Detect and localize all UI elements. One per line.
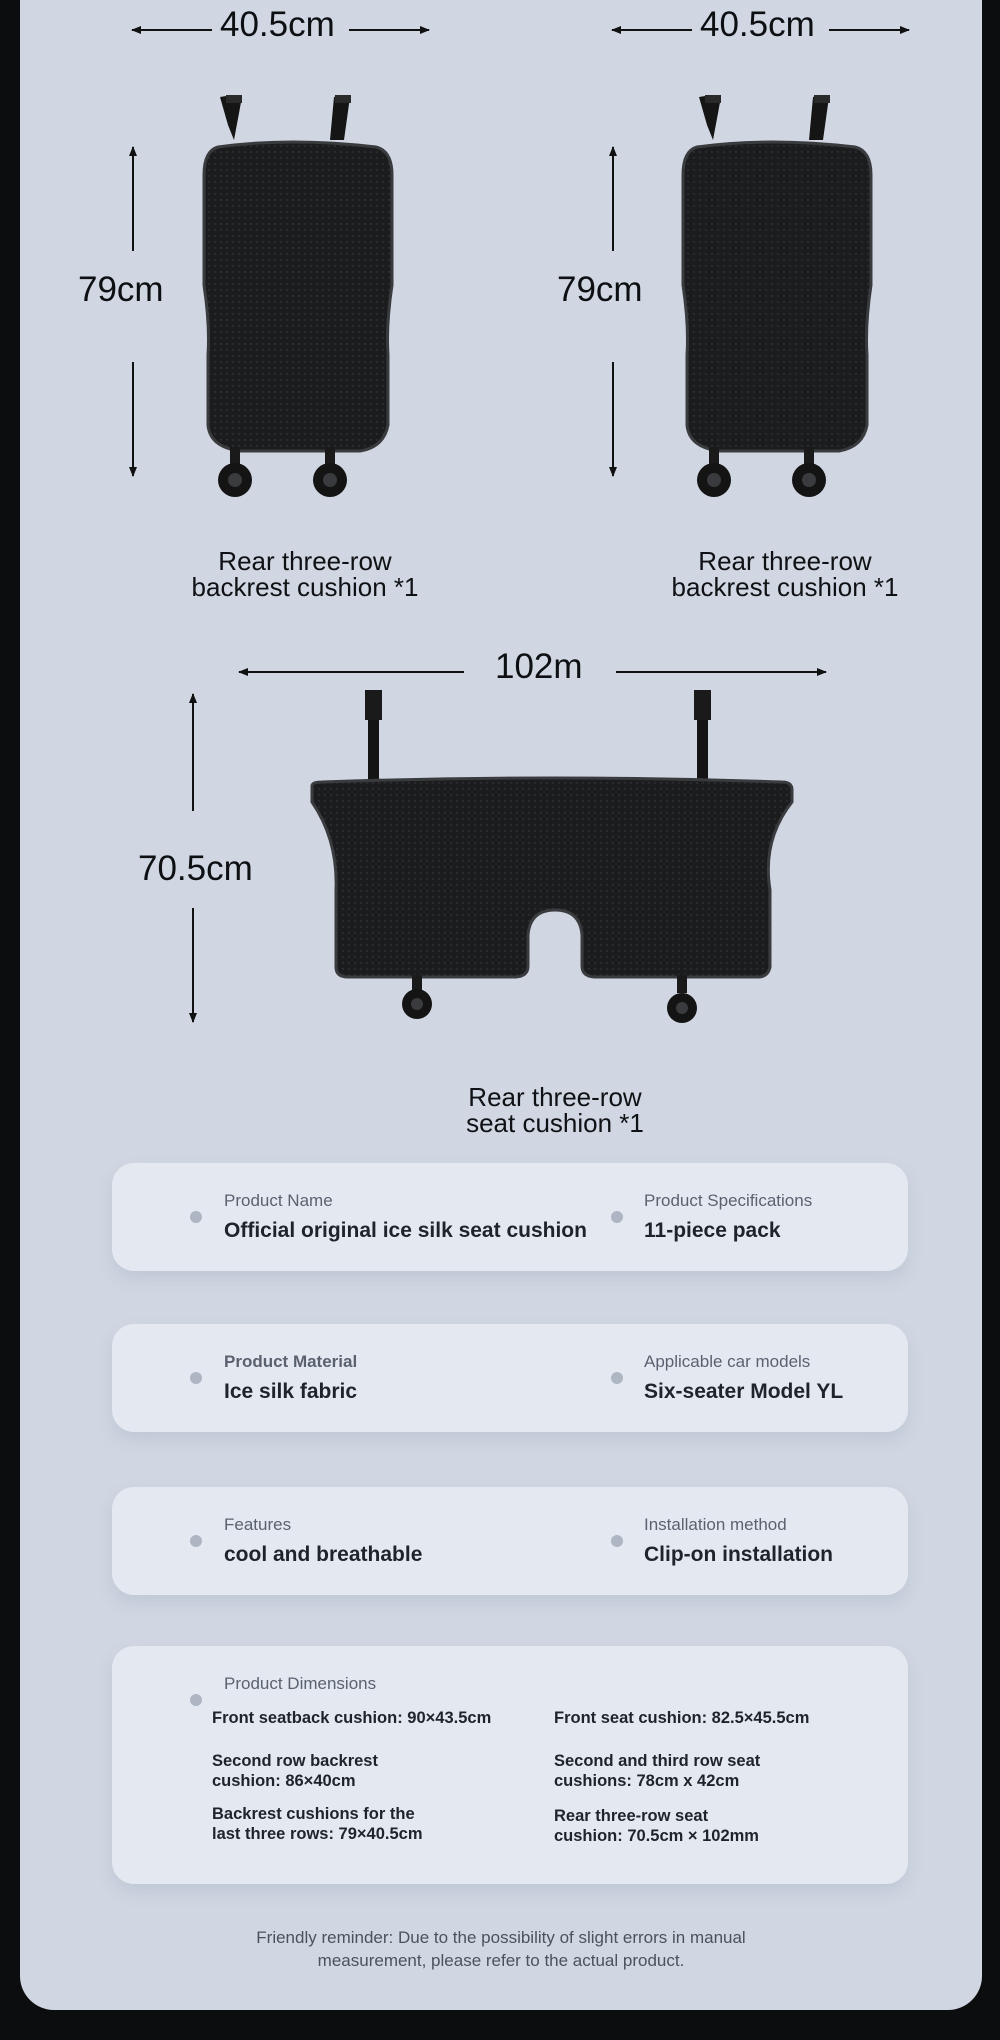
spec-card-name — [112, 1163, 908, 1271]
width-label-right: 40.5cm — [700, 5, 815, 44]
product-specs-label: Product Specifications — [644, 1191, 813, 1210]
car-models-value: Six-seater Model YL — [644, 1380, 844, 1403]
product-name-value: Official original ice silk seat cushion — [224, 1219, 587, 1242]
bullet-dot — [190, 1694, 202, 1706]
spec-card-dimensions — [112, 1646, 908, 1884]
dimension-item: Backrest cushions for the last three rows: 79×40.5cm — [212, 1805, 423, 1843]
height-arrow-left-b — [123, 358, 143, 480]
spec-card-material — [112, 1324, 908, 1432]
product-dimensions-label: Product Dimensions — [224, 1674, 377, 1693]
bullet-dot — [611, 1372, 623, 1384]
height-arrow-left-a — [123, 143, 143, 255]
seat-width-arrow-a — [235, 662, 470, 682]
features-label: Features — [224, 1515, 292, 1534]
bullet-dot — [190, 1535, 202, 1547]
friendly-reminder: Friendly reminder: Due to the possibility of slight errors in manual measurement, please refer to the actual product. — [256, 1928, 746, 1970]
seat-height-label: 70.5cm — [138, 849, 253, 888]
height-label-right: 79cm — [557, 270, 643, 309]
width-label-left: 40.5cm — [220, 5, 335, 44]
height-label-left: 79cm — [78, 270, 164, 309]
backrest-caption-left: Rear three-row backrest cushion *1 — [191, 546, 419, 602]
seat-height-arrow-b — [183, 904, 203, 1026]
material-label: Product Material — [224, 1352, 358, 1371]
dimension-item: Rear three-row seat cushion: 70.5cm × 102mm — [554, 1807, 759, 1845]
bullet-dot — [190, 1211, 202, 1223]
height-arrow-right-b — [603, 358, 623, 480]
seat-caption: Rear three-row seat cushion *1 — [466, 1082, 644, 1138]
dimension-item: Second and third row seat cushions: 78cm x 42cm — [554, 1752, 761, 1790]
width-arrow-right-a — [608, 20, 698, 40]
backrest-cushion-image-left — [170, 95, 420, 515]
install-value: Clip-on installation — [644, 1543, 833, 1566]
product-info-page — [20, 0, 982, 2010]
car-models-label: Applicable car models — [644, 1352, 811, 1371]
seat-height-arrow-a — [183, 690, 203, 815]
material-value: Ice silk fabric — [224, 1380, 358, 1403]
width-arrow-left-b — [345, 20, 435, 40]
width-arrow-left-a — [128, 20, 218, 40]
bullet-dot — [611, 1211, 623, 1223]
dimension-item: Front seatback cushion: 90×43.5cm — [212, 1709, 492, 1727]
backrest-caption-right: Rear three-row backrest cushion *1 — [671, 546, 899, 602]
install-label: Installation method — [644, 1515, 787, 1534]
bullet-dot — [190, 1372, 202, 1384]
product-specs-value: 11-piece pack — [644, 1219, 781, 1242]
dimension-item: Front seat cushion: 82.5×45.5cm — [554, 1709, 810, 1727]
seat-cushion-image — [292, 690, 812, 1030]
seat-width-label: 102m — [495, 647, 583, 686]
spec-card-features — [112, 1487, 908, 1595]
dimension-item: Second row backrest cushion: 86×40cm — [212, 1752, 378, 1790]
seat-width-arrow-b — [612, 662, 832, 682]
backrest-cushion-image-right — [649, 95, 899, 515]
product-name-label: Product Name — [224, 1191, 333, 1210]
features-value: cool and breathable — [224, 1543, 423, 1566]
height-arrow-right-a — [603, 143, 623, 255]
bullet-dot — [611, 1535, 623, 1547]
width-arrow-right-b — [825, 20, 915, 40]
